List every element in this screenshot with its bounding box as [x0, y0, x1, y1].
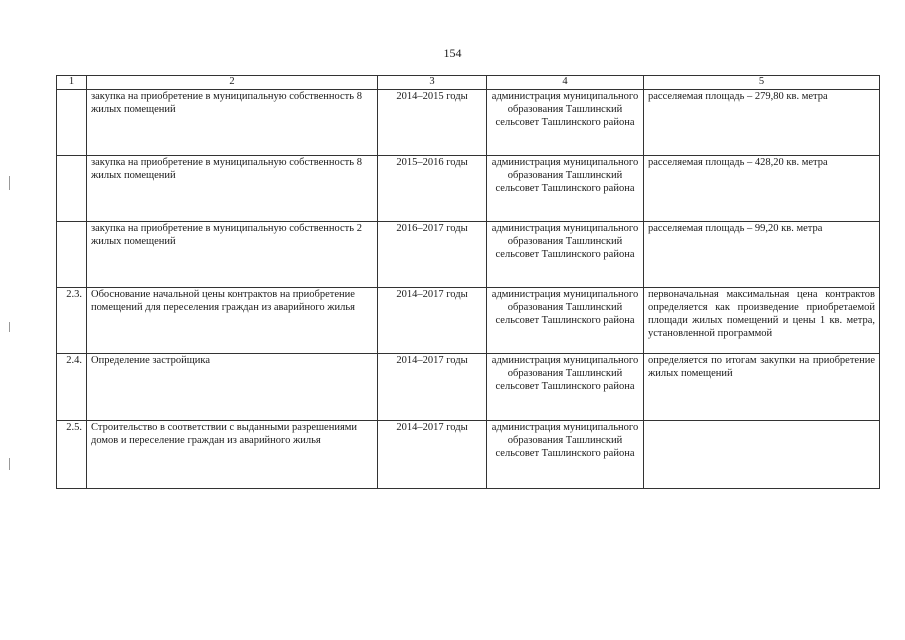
period-cell: 2014–2017 годы: [378, 354, 487, 421]
measure-cell: Строительство в соответствии с выданными разрешениями домов и переселение граждан из аварийного жилья: [87, 421, 378, 489]
result-cell: расселяемая площадь – 99,20 кв. метра: [644, 222, 880, 288]
table-row: [57, 156, 880, 222]
item-number-cell: [57, 90, 87, 156]
table-row: [57, 354, 880, 421]
executor-cell: администрация муниципального образования Ташлинский сельсовет Ташлинского района: [487, 421, 644, 489]
column-header-2: 2: [87, 76, 378, 90]
executor-cell: администрация муниципального образования Ташлинский сельсовет Ташлинского района: [487, 156, 644, 222]
period-cell: 2015–2016 годы: [378, 156, 487, 222]
measures-table: [56, 75, 880, 489]
result-cell: расселяемая площадь – 279,80 кв. метра: [644, 90, 880, 156]
item-number-cell: 2.3.: [57, 288, 87, 354]
measure-cell: закупка на приобретение в муниципальную собственность 2 жилых помещений: [87, 222, 378, 288]
table-row: [57, 222, 880, 288]
measure-cell: Определение застройщика: [87, 354, 378, 421]
executor-cell: администрация муниципального образования Ташлинский сельсовет Ташлинского района: [487, 222, 644, 288]
scan-edge-mark: [9, 322, 10, 332]
table-row: [57, 90, 880, 156]
page-number: 154: [443, 46, 462, 60]
executor-cell: администрация муниципального образования Ташлинский сельсовет Ташлинского района: [487, 354, 644, 421]
measure-cell: закупка на приобретение в муниципальную собственность 8 жилых помещений: [87, 90, 378, 156]
measure-cell: закупка на приобретение в муниципальную собственность 8 жилых помещений: [87, 156, 378, 222]
result-cell: расселяемая площадь – 428,20 кв. метра: [644, 156, 880, 222]
scan-edge-mark: [9, 176, 10, 190]
result-cell: [644, 421, 880, 489]
column-header-4: 4: [487, 76, 644, 90]
column-header-3: 3: [378, 76, 487, 90]
result-cell: первоначальная максимальная цена контрактов определяется как произведение приобретаемой площади жилых помещений и цены 1 кв. метра, установленной программой: [644, 288, 880, 354]
item-number-cell: 2.5.: [57, 421, 87, 489]
period-cell: 2014–2017 годы: [378, 421, 487, 489]
table-row: [57, 421, 880, 489]
item-number-cell: [57, 156, 87, 222]
result-cell: определяется по итогам закупки на приобретение жилых помещений: [644, 354, 880, 421]
table-header-row: [57, 76, 880, 90]
scan-edge-mark: [9, 458, 10, 470]
executor-cell: администрация муниципального образования Ташлинский сельсовет Ташлинского района: [487, 90, 644, 156]
period-cell: 2014–2017 годы: [378, 288, 487, 354]
measure-cell: Обоснование начальной цены контрактов на приобретение помещений для переселения граждан из аварийного жилья: [87, 288, 378, 354]
period-cell: 2016–2017 годы: [378, 222, 487, 288]
column-header-5: 5: [644, 76, 880, 90]
table-row: [57, 288, 880, 354]
column-header-1: 1: [57, 76, 87, 90]
item-number-cell: [57, 222, 87, 288]
executor-cell: администрация муниципального образования Ташлинский сельсовет Ташлинского района: [487, 288, 644, 354]
period-cell: 2014–2015 годы: [378, 90, 487, 156]
item-number-cell: 2.4.: [57, 354, 87, 421]
